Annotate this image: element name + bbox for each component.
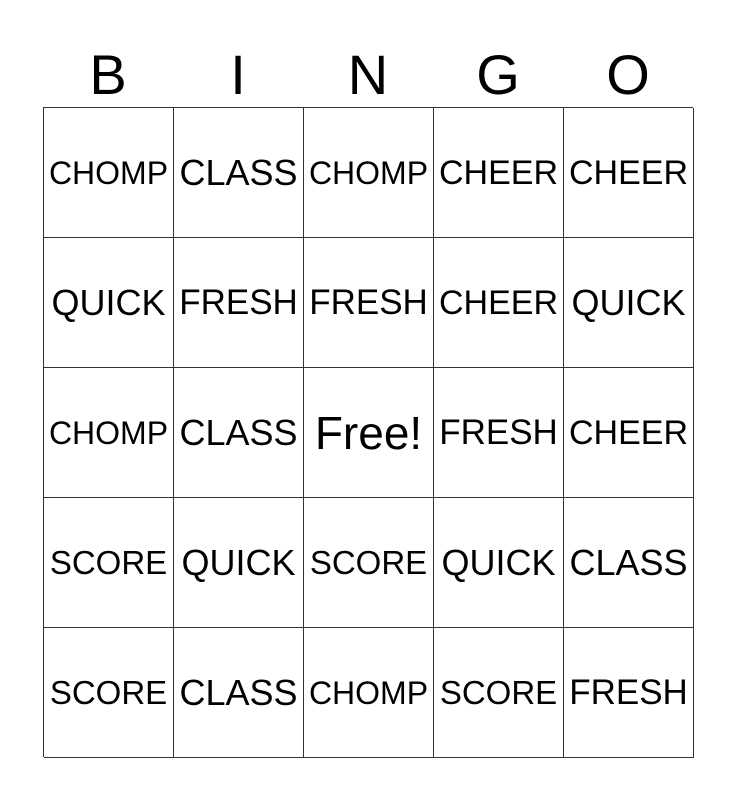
bingo-cell[interactable] bbox=[434, 238, 564, 368]
bingo-cell[interactable] bbox=[564, 238, 694, 368]
free-space-label: Free! bbox=[314, 406, 423, 459]
cell-word: CLASS bbox=[179, 151, 298, 193]
bingo-cell[interactable] bbox=[174, 238, 304, 368]
cell-word: CHEER bbox=[438, 283, 559, 322]
cell-word: CLASS bbox=[179, 411, 298, 453]
cell-word: CLASS bbox=[179, 671, 298, 713]
cell-word: CHOMP bbox=[308, 154, 429, 191]
cell-word: CHEER bbox=[568, 153, 689, 192]
cell-word: SCORE bbox=[49, 674, 168, 711]
bingo-cell[interactable] bbox=[44, 238, 174, 368]
bingo-cell[interactable] bbox=[44, 498, 174, 628]
bingo-cell[interactable] bbox=[174, 498, 304, 628]
bingo-cell[interactable] bbox=[44, 628, 174, 758]
bingo-cell[interactable] bbox=[304, 238, 434, 368]
bingo-cell[interactable] bbox=[304, 628, 434, 758]
cell-word: QUICK bbox=[571, 281, 686, 323]
header-letter-i: I bbox=[230, 43, 246, 106]
bingo-cell[interactable] bbox=[304, 498, 434, 628]
header-letter-n: N bbox=[347, 43, 389, 106]
cell-word: CLASS bbox=[569, 541, 688, 583]
cell-word: FRESH bbox=[179, 283, 298, 322]
cell-word: CHOMP bbox=[48, 414, 169, 451]
cell-word: SCORE bbox=[309, 544, 428, 581]
bingo-cell[interactable] bbox=[434, 498, 564, 628]
bingo-cell[interactable] bbox=[174, 368, 304, 498]
bingo-cell[interactable] bbox=[564, 628, 694, 758]
cell-word: SCORE bbox=[439, 674, 558, 711]
cell-word: SCORE bbox=[49, 544, 168, 581]
cell-word: QUICK bbox=[441, 541, 556, 583]
bingo-board bbox=[43, 107, 693, 757]
cell-word: CHEER bbox=[568, 413, 689, 452]
bingo-cell[interactable] bbox=[174, 628, 304, 758]
bingo-cell[interactable] bbox=[564, 498, 694, 628]
free-space-cell[interactable] bbox=[304, 368, 434, 498]
bingo-cell[interactable] bbox=[564, 368, 694, 498]
bingo-cell[interactable] bbox=[304, 108, 434, 238]
cell-word: FRESH bbox=[569, 673, 688, 712]
bingo-cell[interactable] bbox=[434, 628, 564, 758]
bingo-cell[interactable] bbox=[434, 368, 564, 498]
cell-word: QUICK bbox=[51, 281, 166, 323]
bingo-cell[interactable] bbox=[44, 368, 174, 498]
cell-word: CHOMP bbox=[48, 154, 169, 191]
header-letter-b: B bbox=[89, 43, 127, 106]
header-letter-g: G bbox=[476, 43, 520, 106]
cell-word: CHOMP bbox=[308, 674, 429, 711]
cell-word: FRESH bbox=[439, 413, 558, 452]
bingo-cell[interactable] bbox=[44, 108, 174, 238]
bingo-header bbox=[43, 42, 693, 108]
cell-word: CHEER bbox=[438, 153, 559, 192]
bingo-cell[interactable] bbox=[174, 108, 304, 238]
bingo-cell[interactable] bbox=[434, 108, 564, 238]
bingo-cell[interactable] bbox=[564, 108, 694, 238]
cell-word: FRESH bbox=[309, 283, 428, 322]
header-letter-o: O bbox=[606, 43, 650, 106]
cell-word: QUICK bbox=[181, 541, 296, 583]
